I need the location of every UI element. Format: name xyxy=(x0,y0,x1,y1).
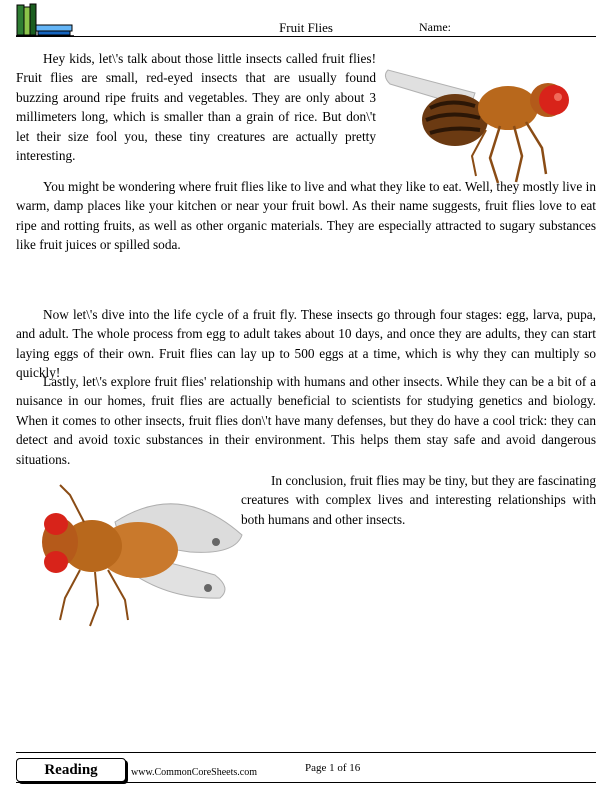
footer-divider-top xyxy=(16,752,596,753)
fruit-fly-top-image xyxy=(20,480,244,630)
paragraph-life-cycle: Now let\'s dive into the life cycle of a fruit fly. These insects go through four stages: egg, larva, pupa, and adult. The whole process from egg to adult takes about 10 days, and once they are adults, they can start laying eggs of their own. Fruit flies can lay up to 500 eggs at a time, which is why they can multiply so quickly! xyxy=(16,307,596,381)
footer-divider-bottom xyxy=(16,782,596,783)
fruit-fly-side-image xyxy=(380,48,602,190)
page-number: Page 1 of 16 xyxy=(305,762,361,774)
site-url: www.CommonCoreSheets.com xyxy=(131,767,258,778)
paragraph-relationships: Lastly, let\'s explore fruit flies' relationship with humans and other insects. While they can be a bit of a nuisance in our homes, fruit flies are actually beneficial to scientists for studying genetics and biology. When it comes to other insects, fruit flies don\'t have many defenses, but they do have a cool trick: they can detect and avoid toxic substances in their environment. This helps them stay safe and avoid dangerous situations. xyxy=(16,374,596,467)
header-divider xyxy=(16,36,596,37)
page-title: Fruit Flies xyxy=(279,20,333,35)
paragraph-intro: Hey kids, let\'s talk about those little insects called fruit flies! Fruit flies are small, red-eyed insects that are usually found buzzing around ripe fruits and vegetables. They are only about 3 millimeters long, which is smaller than a grain of rice. But don\'t let their size fool you, these tiny creatures are actually pretty interesting. xyxy=(16,51,376,164)
paragraph-conclusion: In conclusion, fruit flies may be tiny, but they are fascinating creatures with complex lives and interesting relationships with both humans and other insects. xyxy=(241,473,596,527)
name-label: Name: xyxy=(419,20,451,34)
paragraph-habitat: You might be wondering where fruit flies like to live and what they like to eat. Well, they mostly live in warm, damp places like your kitchen or near your fruit bowl. As their name suggests, fruit flies love to eat ripe and rotting fruits, as well as other organic materials. They are especially attracted to sugary substances like fruit juices or spilled soda. xyxy=(16,179,596,253)
subject-badge: Reading xyxy=(16,758,126,782)
